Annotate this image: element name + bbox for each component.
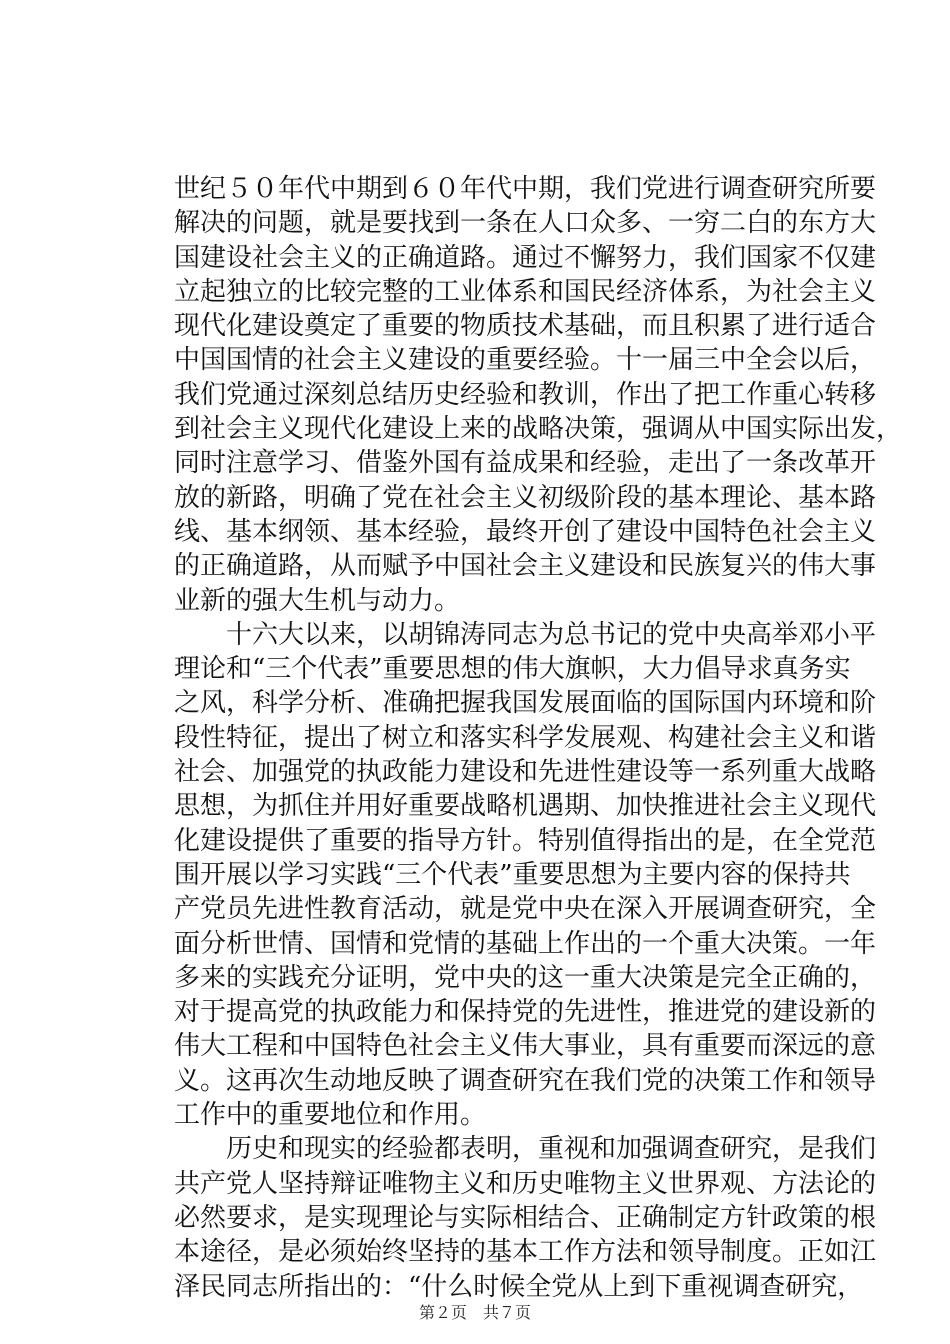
text-line: 我们党通过深刻总结历史经验和教训，作出了把工作重心转移 bbox=[174, 379, 877, 410]
text-line: 化建设提供了重要的指导方针。特别值得指出的是，在全党范 bbox=[174, 825, 877, 856]
text-line: 理论和“三个代表”重要思想的伟大旗帜，大力倡导求真务实 bbox=[174, 654, 851, 685]
text-line: 对于提高党的执政能力和保持党的先进性，推进党的建设新的 bbox=[174, 997, 877, 1028]
text-line: 现代化建设奠定了重要的物质技术基础，而且积累了进行适合 bbox=[174, 311, 877, 342]
text-line: 思想，为抓住并用好重要战略机遇期、加快推进社会主义现代 bbox=[174, 791, 877, 822]
text-line: 社会、加强党的执政能力建设和先进性建设等一系列重大战略 bbox=[174, 757, 877, 788]
text-line: 到社会主义现代化建设上来的战略决策，强调从中国实际出发， bbox=[174, 414, 903, 445]
document-body bbox=[174, 172, 903, 1304]
text-line: 解决的问题，就是要找到一条在人口众多、一穷二白的东方大 bbox=[174, 208, 877, 239]
text-line: 义。这再次生动地反映了调查研究在我们党的决策工作和领导 bbox=[174, 1065, 877, 1096]
text-line: 之风，科学分析、准确把握我国发展面临的国际国内环境和阶 bbox=[174, 688, 877, 719]
text-line: 同时注意学习、借鉴外国有益成果和经验，走出了一条改革开 bbox=[174, 448, 877, 479]
text-line: 段性特征，提出了树立和落实科学发展观、构建社会主义和谐 bbox=[174, 722, 877, 753]
text-line: 面分析世情、国情和党情的基础上作出的一个重大决策。一年 bbox=[174, 928, 877, 959]
text-line: 的正确道路，从而赋予中国社会主义建设和民族复兴的伟大事 bbox=[174, 551, 877, 582]
page-number-footer: 第２页 共７页 bbox=[418, 1303, 531, 1322]
text-line: 必然要求，是实现理论与实际相结合、正确制定方针政策的根 bbox=[174, 1202, 877, 1233]
text-line: 本途径，是必须始终坚持的基本工作方法和领导制度。正如江 bbox=[174, 1237, 877, 1268]
text-line: 放的新路，明确了党在社会主义初级阶段的基本理论、基本路 bbox=[174, 482, 877, 513]
text-line: 多来的实践充分证明，党中央的这一重大决策是完全正确的， bbox=[174, 962, 877, 993]
text-line: 产党员先进性教育活动，就是党中央在深入开展调查研究，全 bbox=[174, 894, 877, 925]
text-line: 中国国情的社会主义建设的重要经验。十一届三中全会以后， bbox=[174, 345, 877, 376]
text-line: 伟大工程和中国特色社会主义伟大事业，具有重要而深远的意 bbox=[174, 1031, 877, 1062]
text-line: 线、基本纲领、基本经验，最终开创了建设中国特色社会主义 bbox=[174, 516, 877, 547]
text-line: 泽民同志所指出的：“什么时候全党从上到下重视调查研究， bbox=[174, 1271, 864, 1302]
text-line: 历史和现实的经验都表明，重视和加强调查研究，是我们 bbox=[174, 1134, 877, 1165]
text-line: 围开展以学习实践“三个代表”重要思想为主要内容的保持共 bbox=[174, 859, 851, 890]
text-line: 世纪５０年代中期到６０年代中期，我们党进行调查研究所要 bbox=[174, 174, 877, 204]
text-line: 工作中的重要地位和作用。 bbox=[174, 1100, 487, 1131]
text-line: 国建设社会主义的正确道路。通过不懈努力，我们国家不仅建 bbox=[174, 242, 877, 273]
text-line: 业新的强大生机与动力。 bbox=[174, 585, 461, 616]
text-line: 十六大以来，以胡锦涛同志为总书记的党中央高举邓小平 bbox=[174, 619, 877, 650]
text-line: 立起独立的比较完整的工业体系和国民经济体系，为社会主义 bbox=[174, 276, 877, 307]
text-line: 共产党人坚持辩证唯物主义和历史唯物主义世界观、方法论的 bbox=[174, 1168, 877, 1199]
